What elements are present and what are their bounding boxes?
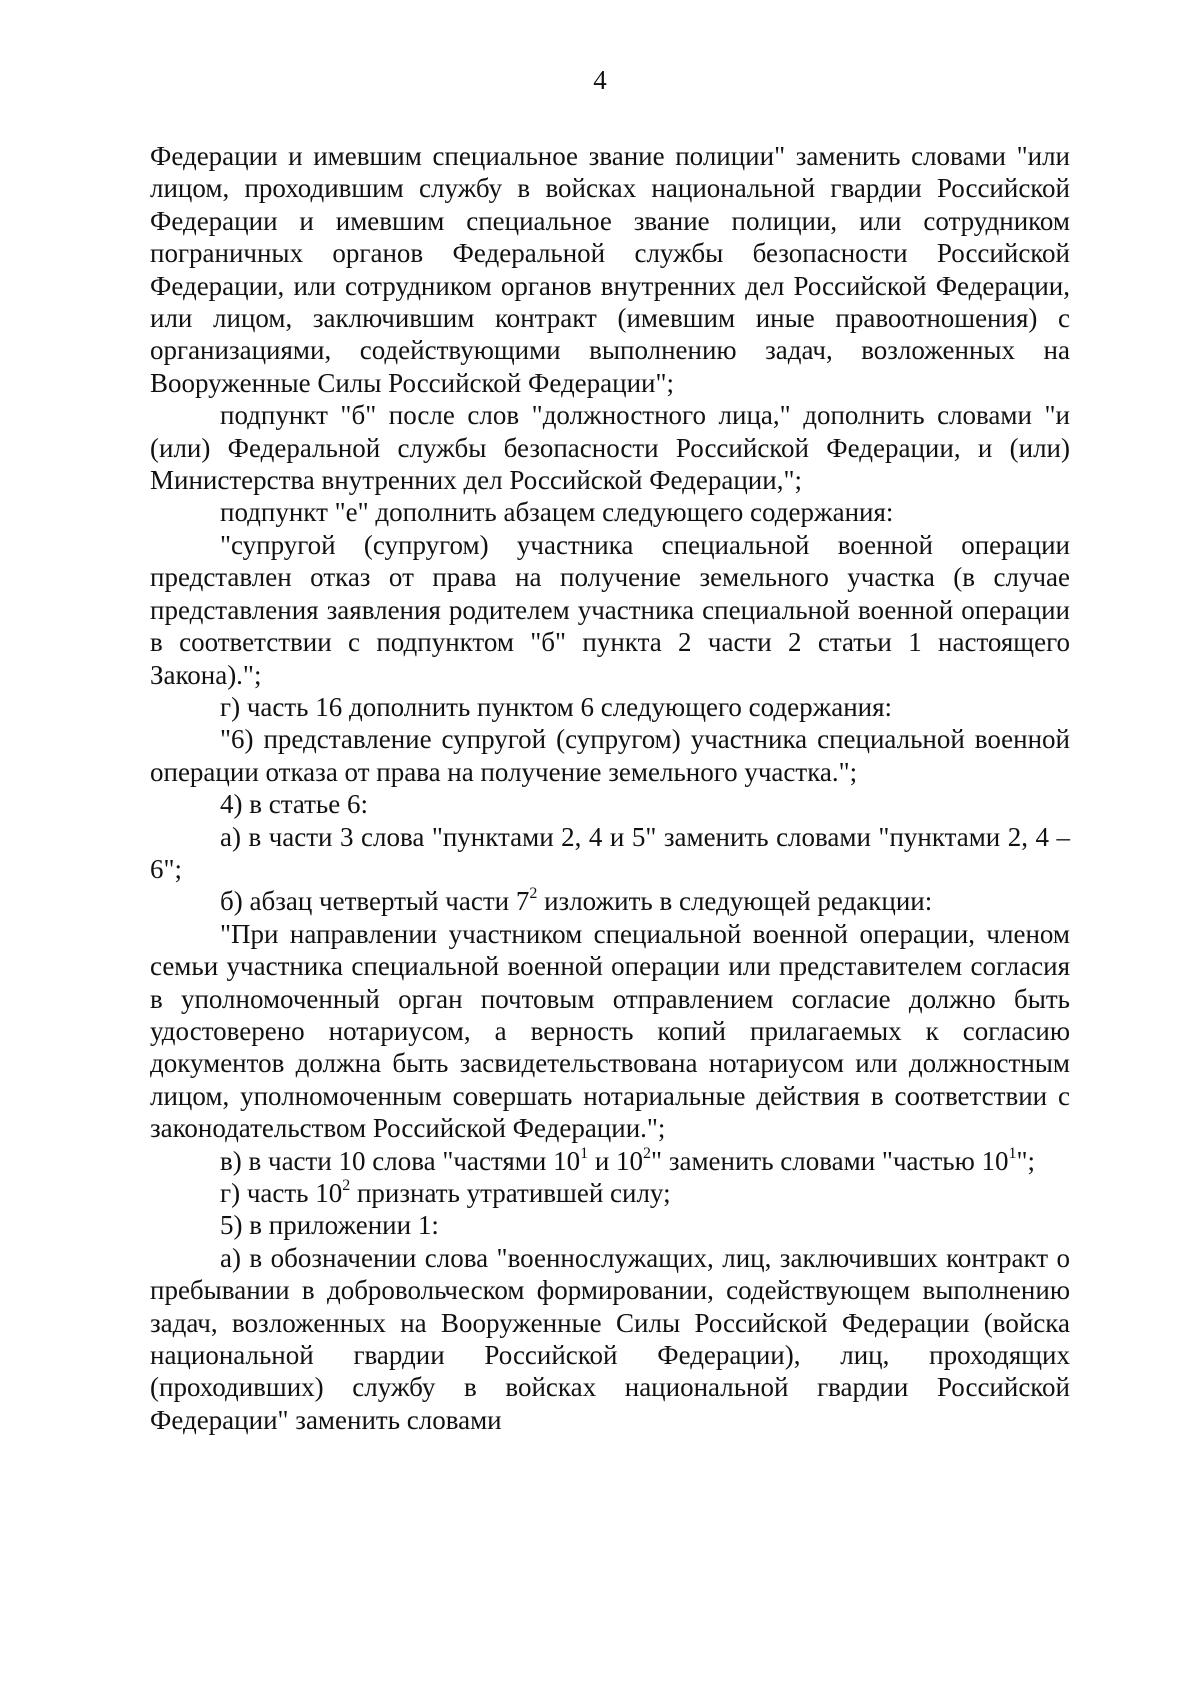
paragraph-text: изложить в следующей редакции:: [537, 886, 933, 917]
paragraph-p2: [150, 399, 1070, 496]
superscript-index: 1: [1008, 1144, 1017, 1162]
paragraph-p3: [150, 496, 1070, 528]
paragraph-p10: [150, 918, 1070, 1145]
paragraph-p12: [150, 1177, 1070, 1209]
paragraph-text: "При направлении участником специальной военной операции, членом семьи участника специальной военной операции или представителем согласия в уполномоченный орган почтовым отправлением согласие должно быть удостоверено нотариусом, а верность копий прилагаемых к согласию документов должна быть засвидетельствована нотариусом или должностным лицом, уполномоченным совершать нотариальные действия в соответствии с законодательством Российской Федерации.";: [150, 918, 1070, 1144]
paragraph-text: и 10: [588, 1145, 644, 1176]
paragraph-text: ";: [1016, 1145, 1036, 1176]
document-body: [150, 140, 1070, 1436]
paragraph-p14: [150, 1242, 1070, 1436]
page-number: 4: [593, 65, 607, 95]
paragraph-p1: [150, 140, 1070, 399]
paragraph-text: 4) в статье 6:: [220, 789, 368, 820]
paragraph-text: признать утратившей силу;: [350, 1178, 671, 1208]
superscript-index: 2: [342, 1177, 351, 1194]
paragraph-text: " заменить словами "частью 10: [651, 1145, 1009, 1176]
paragraph-text: а) в части 3 слова "пунктами 2, 4 и 5" заменить словами "пунктами 2, 4 – 6";: [150, 821, 1070, 884]
paragraph-p5: [150, 691, 1070, 723]
paragraph-p4: [150, 529, 1070, 691]
paragraph-p8: [150, 821, 1070, 886]
paragraph-text: г) часть 16 дополнить пунктом 6 следующего содержания:: [220, 691, 893, 722]
paragraph-p11: [150, 1145, 1070, 1177]
superscript-index: 2: [643, 1144, 652, 1162]
paragraph-text: г) часть 10: [220, 1178, 343, 1208]
paragraph-text: Федерации и имевшим специальное звание полиции" заменить словами "или лицом, проходившим службу в войсках национальной гвардии Российской Федерации и имевшим специальное звание полиции, или сотрудником пограничных органов Федеральной службы безопасности Российской Федерации, или сотрудником органов внутренних дел Российской Федерации, или лицом, заключившим контракт (имевшим иные правоотношения) с организациями, содействующими выполнению задач, возложенных на Вооруженные Силы Российской Федерации";: [150, 141, 1070, 398]
paragraph-text: 5) в приложении 1:: [220, 1210, 439, 1241]
superscript-index: 1: [580, 1144, 589, 1162]
paragraph-p13: [150, 1209, 1070, 1241]
paragraph-p7: [150, 788, 1070, 820]
superscript-index: 2: [529, 885, 538, 903]
paragraph-p9: [150, 885, 1070, 917]
paragraph-text: в) в части 10 слова "частями 10: [220, 1145, 581, 1176]
paragraph-text: подпункт "б" после слов "должностного лица," дополнить словами "и (или) Федеральной службы безопасности Российской Федерации, и (или) Министерства внутренних дел Российской Федерации,";: [150, 400, 1070, 496]
paragraph-text: б) абзац четвертый части 7: [220, 886, 530, 917]
paragraph-text: "6) представление супругой (супругом) участника специальной военной операции отказа от права на получение земельного участка.";: [150, 724, 1070, 787]
paragraph-p6: [150, 723, 1070, 788]
paragraph-text: "супругой (супругом) участника специальной военной операции представлен отказ от права на получение земельного участка (в случае представления заявления родителем участника специальной военной операции в соответствии с подпунктом "б" пункта 2 части 2 статьи 1 настоящего Закона).";: [150, 529, 1070, 690]
paragraph-text: подпункт "е" дополнить абзацем следующего содержания:: [220, 497, 894, 528]
paragraph-text: а) в обозначении слова "военнослужащих, лиц, заключивших контракт о пребывании в добровольческом формировании, содействующем выполнению задач, возложенных на Вооруженные Силы Российской Федерации (войска национальной гвардии Российской Федерации), лиц, проходящих (проходивших) службу в войсках национальной гвардии Российской Федерации" заменить словами: [150, 1242, 1070, 1435]
